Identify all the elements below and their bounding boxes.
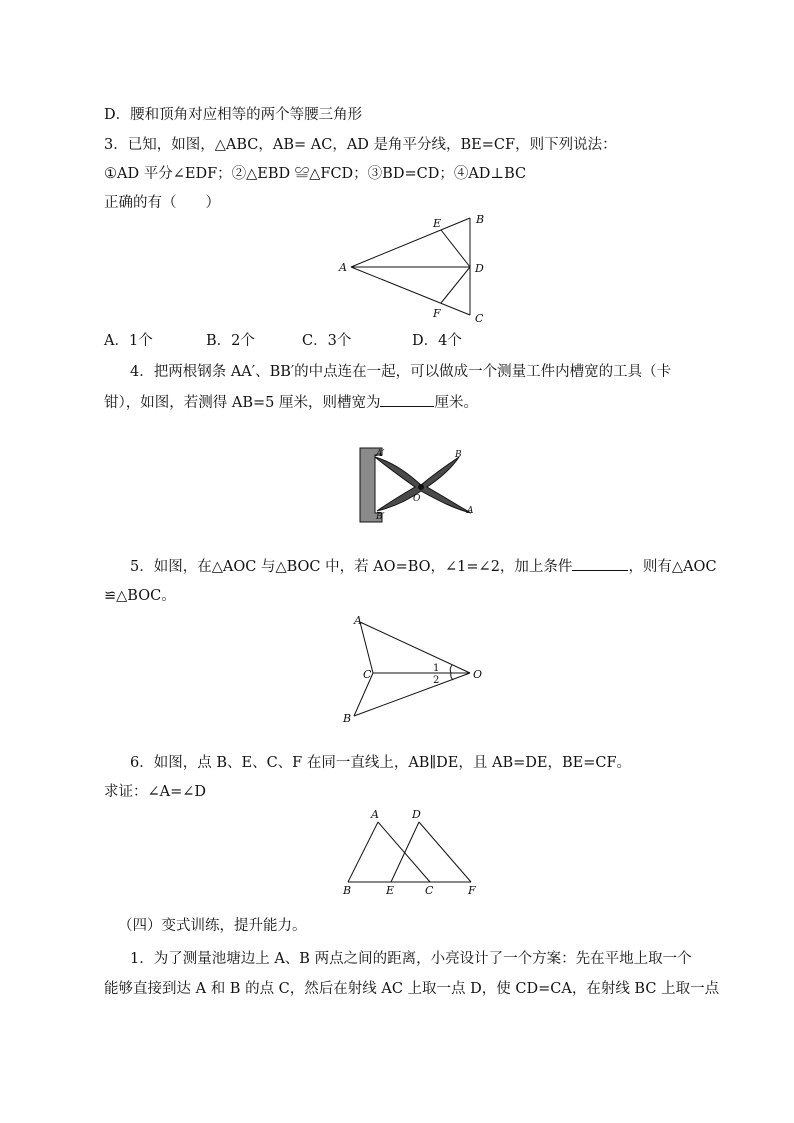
segment-ac bbox=[378, 822, 430, 882]
label-b: B bbox=[343, 712, 352, 725]
question-3-options bbox=[104, 331, 462, 351]
question-5-line-1 bbox=[130, 556, 717, 577]
pivot-point bbox=[418, 484, 424, 490]
question-4-line-1: 4．把两根钢条 AA′、BB′的中点连在一起，可以做成一个测量工件内槽宽的工具（卡 bbox=[130, 364, 672, 380]
question-4-text-a: 钳），如图，若测得 AB=5 厘米，则槽宽为 bbox=[104, 395, 381, 411]
label-b: B bbox=[455, 450, 462, 460]
label-angle-1: 1 bbox=[433, 663, 440, 674]
question-5-text-a: 5．如图，在△AOC 与△BOC 中，若 AO=BO，∠1=∠2，加上条件 bbox=[130, 559, 573, 575]
label-e: E bbox=[386, 884, 395, 897]
label-c: C bbox=[425, 884, 434, 897]
question-6-line-1: 6．如图，点 B、E、C、F 在同一直线上，AB∥DE，且 AB=DE，BE=CF。 bbox=[130, 755, 632, 771]
label-c: C bbox=[363, 668, 372, 681]
figure-q5-triangles bbox=[340, 612, 490, 727]
label-f: F bbox=[468, 884, 476, 897]
label-o: O bbox=[473, 668, 483, 681]
label-c: C bbox=[475, 312, 484, 325]
label-o: O bbox=[413, 494, 421, 504]
segment-ab bbox=[351, 218, 470, 267]
label-e: E bbox=[433, 217, 442, 230]
condition-blank[interactable] bbox=[572, 556, 628, 571]
label-a: A bbox=[371, 808, 379, 821]
label-a: A bbox=[339, 261, 347, 274]
segment-de bbox=[391, 822, 419, 882]
section-4-question-1-line-2: 能够直接到达 A 和 B 的点 C，然后在射线 AC 上取一点 D，使 CD=CA，在射线 BC 上取一点 bbox=[104, 981, 720, 997]
question-3-claims: ①AD 平分∠EDF；②△EBD ≌△FCD；③BD=CD；④AD⊥BC bbox=[104, 166, 527, 182]
label-a-prime: A′ bbox=[376, 449, 385, 459]
segment-fd bbox=[441, 267, 470, 303]
label-a: A bbox=[467, 506, 474, 516]
segment-ab bbox=[348, 822, 378, 882]
label-a: A bbox=[354, 614, 362, 627]
label-b: B bbox=[343, 884, 352, 897]
option-d-line: D．腰和顶角对应相等的两个等腰三角形 bbox=[104, 107, 363, 123]
question-4-text-b: 厘米。 bbox=[434, 395, 478, 411]
label-f: F bbox=[433, 307, 441, 320]
label-d: D bbox=[475, 262, 484, 275]
segment-ac bbox=[360, 622, 373, 673]
figure-q4-caliper bbox=[355, 445, 485, 527]
segment-df bbox=[419, 822, 471, 882]
answer-blank[interactable] bbox=[380, 392, 434, 407]
label-angle-2: 2 bbox=[433, 675, 440, 686]
section-4-heading: （四）变式训练，提升能力。 bbox=[118, 918, 307, 934]
angle-1-arc bbox=[450, 665, 452, 673]
question-4-line-2 bbox=[104, 392, 478, 413]
question-5-line-2: ≌△BOC。 bbox=[104, 588, 176, 604]
option-b: B．2个 bbox=[206, 333, 255, 349]
question-6-line-2: 求证：∠A=∠D bbox=[104, 784, 207, 800]
question-5-text-b: ，则有△AOC bbox=[628, 559, 717, 575]
segment-ed bbox=[441, 230, 470, 267]
label-b: B bbox=[476, 213, 485, 226]
question-3-prompt: 正确的有（ ） bbox=[104, 195, 220, 211]
label-b-prime: B′ bbox=[376, 512, 385, 522]
figure-q6-triangles bbox=[338, 804, 488, 899]
segment-ac bbox=[351, 267, 470, 315]
question-3-stem: 3．已知，如图，△ABC，AB= AC，AD 是角平分线，BE=CF，则下列说法： bbox=[104, 137, 617, 153]
section-4-question-1-line-1: 1．为了测量池塘边上 A、B 两点之间的距离，小亮设计了一个方案：先在平地上取一个 bbox=[130, 951, 692, 967]
option-a: A．1个 bbox=[104, 333, 153, 349]
label-d: D bbox=[412, 808, 421, 821]
segment-ao bbox=[360, 622, 470, 673]
option-c: C．3个 bbox=[302, 333, 352, 349]
figure-q3-triangle bbox=[335, 205, 495, 330]
option-d: D．4个 bbox=[412, 333, 462, 349]
angle-2-arc bbox=[451, 673, 453, 680]
